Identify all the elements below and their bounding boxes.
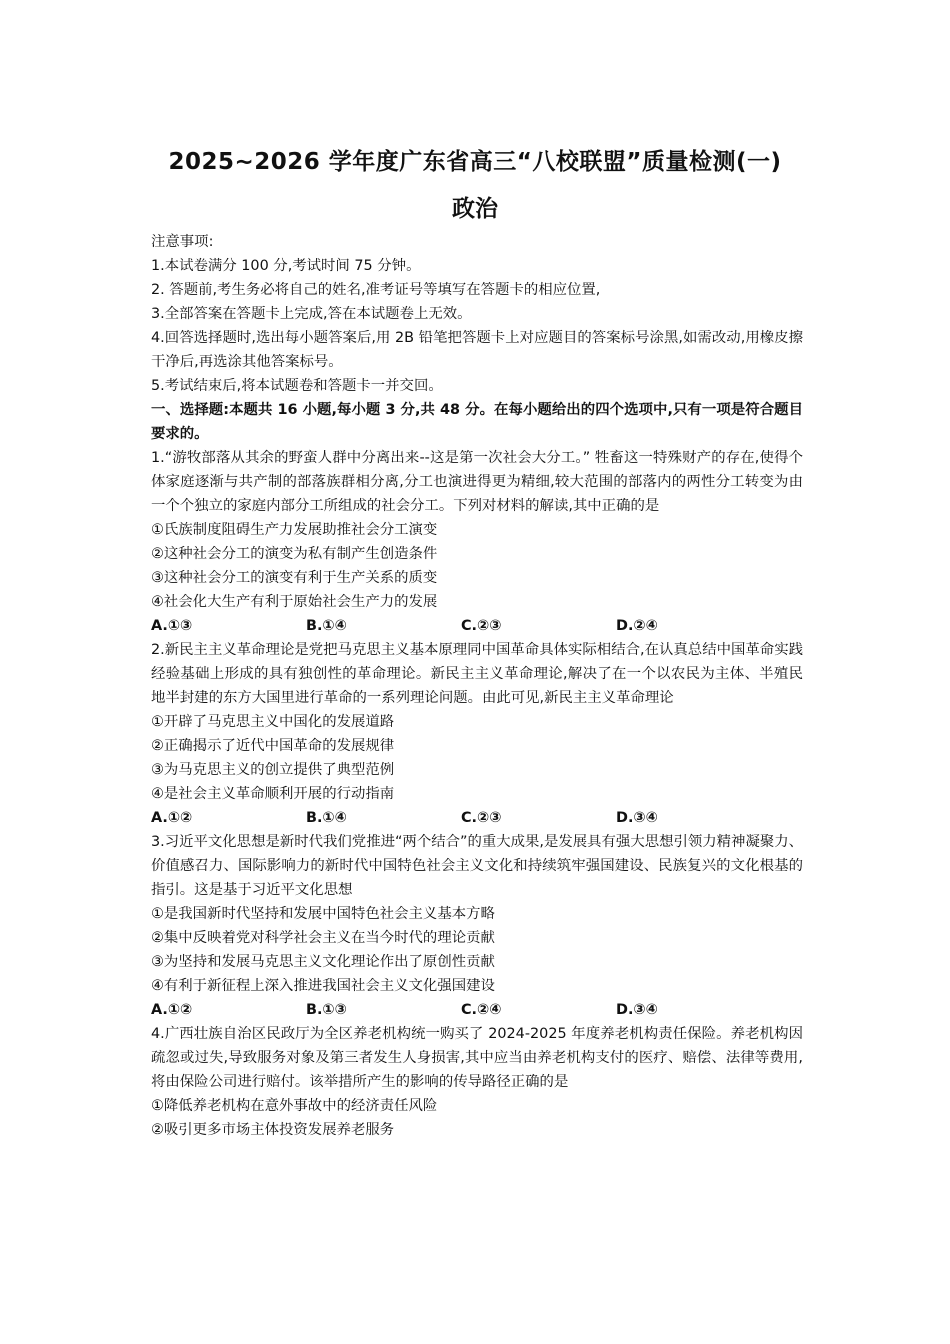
notice-item: 4.回答选择题时,选出每小题答案后,用 2B 铅笔把答题卡上对应题目的答案标号涂黑,如需改动,用橡皮擦干净后,再选涂其他答案标号。 (151, 330, 803, 370)
option-d: D.③④ (616, 810, 658, 826)
option-c: C.②④ (461, 1002, 502, 1018)
statement: ②集中反映着党对科学社会主义在当今时代的理论贡献 (151, 930, 495, 946)
notice-item: 2. 答题前,考生务必将自己的姓名,准考证号等填写在答题卡的相应位置, (151, 282, 601, 298)
exam-title: 2025~2026 学年度广东省高三“八校联盟”质量检测(一) (168, 149, 782, 175)
option-d: D.②④ (616, 618, 658, 634)
statement: ④有利于新征程上深入推进我国社会主义文化强国建设 (151, 978, 495, 994)
section-heading: 一、选择题:本题共 16 小题,每小题 3 分,共 48 分。在每小题给出的四个选项中,只有一项是符合题目要求的。 (151, 402, 803, 442)
statement: ④社会化大生产有利于原始社会生产力的发展 (151, 594, 438, 610)
question-1 (151, 446, 803, 638)
statement: ②正确揭示了近代中国革命的发展规律 (151, 738, 395, 754)
option-a: A.①③ (151, 618, 193, 634)
notice-heading: 注意事项: (151, 234, 214, 250)
option-b: B.①④ (306, 810, 347, 826)
answer-options (151, 998, 803, 1022)
statement: ②吸引更多市场主体投资发展养老服务 (151, 1122, 395, 1138)
question-4 (151, 1022, 803, 1142)
question-2 (151, 638, 803, 830)
statement: ①降低养老机构在意外事故中的经济责任风险 (151, 1098, 438, 1114)
answer-options (151, 806, 803, 830)
answer-options (151, 614, 803, 638)
option-d: D.③④ (616, 1002, 658, 1018)
notice-item: 5.考试结束后,将本试题卷和答题卡一并交回。 (151, 378, 443, 394)
question-stem: 1.“游牧部落从其余的野蛮人群中分离出来--这是第一次社会大分工。” 牲畜这一特殊财产的存在,使得个体家庭逐渐与共产制的部落族群相分离,分工也演进得更为精细,较大范围的部落内的两性分工转变为由一个个独立的家庭内部分工所组成的社会分工。下列对材料的解读,其中正确的是 (151, 450, 803, 514)
notice-block (151, 230, 803, 398)
notice-item: 1.本试卷满分 100 分,考试时间 75 分钟。 (151, 258, 421, 274)
option-c: C.②③ (461, 810, 502, 826)
statement: ③为坚持和发展马克思主义文化理论作出了原创性贡献 (151, 954, 495, 970)
statement: ①氏族制度阻碍生产力发展助推社会分工演变 (151, 522, 438, 538)
statement: ④是社会主义革命顺利开展的行动指南 (151, 786, 395, 802)
question-3 (151, 830, 803, 1022)
option-b: B.①④ (306, 618, 347, 634)
option-c: C.②③ (461, 618, 502, 634)
question-stem: 4.广西壮族自治区民政厅为全区养老机构统一购买了 2024-2025 年度养老机构责任保险。养老机构因疏忽或过失,导致服务对象及第三者发生人身损害,其中应当由养老机构支付的医疗、赔偿、法律等费用,将由保险公司进行赔付。该举措所产生的影响的传导路径正确的是 (151, 1026, 803, 1090)
option-a: A.①② (151, 810, 193, 826)
notice-item: 3.全部答案在答题卡上完成,答在本试题卷上无效。 (151, 306, 472, 322)
statement: ③这种社会分工的演变有利于生产关系的质变 (151, 570, 438, 586)
option-b: B.①③ (306, 1002, 347, 1018)
statement: ③为马克思主义的创立提供了典型范例 (151, 762, 395, 778)
option-a: A.①② (151, 1002, 193, 1018)
subject-title: 政治 (452, 196, 498, 222)
statement: ②这种社会分工的演变为私有制产生创造条件 (151, 546, 438, 562)
question-stem: 2.新民主主义革命理论是党把马克思主义基本原理同中国革命具体实际相结合,在认真总结中国革命实践经验基础上形成的具有独创性的革命理论。新民主主义革命理论,解决了在一个以农民为主体、半殖民地半封建的东方大国里进行革命的一系列理论问题。由此可见,新民主主义革命理论 (151, 642, 803, 706)
statement: ①开辟了马克思主义中国化的发展道路 (151, 714, 395, 730)
exam-body (151, 230, 803, 1142)
statement: ①是我国新时代坚持和发展中国特色社会主义基本方略 (151, 906, 495, 922)
question-stem: 3.习近平文化思想是新时代我们党推进“两个结合”的重大成果,是发展具有强大思想引领力精神凝聚力、价值感召力、国际影响力的新时代中国特色社会主义文化和持续筑牢强国建设、民族复兴的文化根基的指引。这是基于习近平文化思想 (151, 834, 804, 898)
